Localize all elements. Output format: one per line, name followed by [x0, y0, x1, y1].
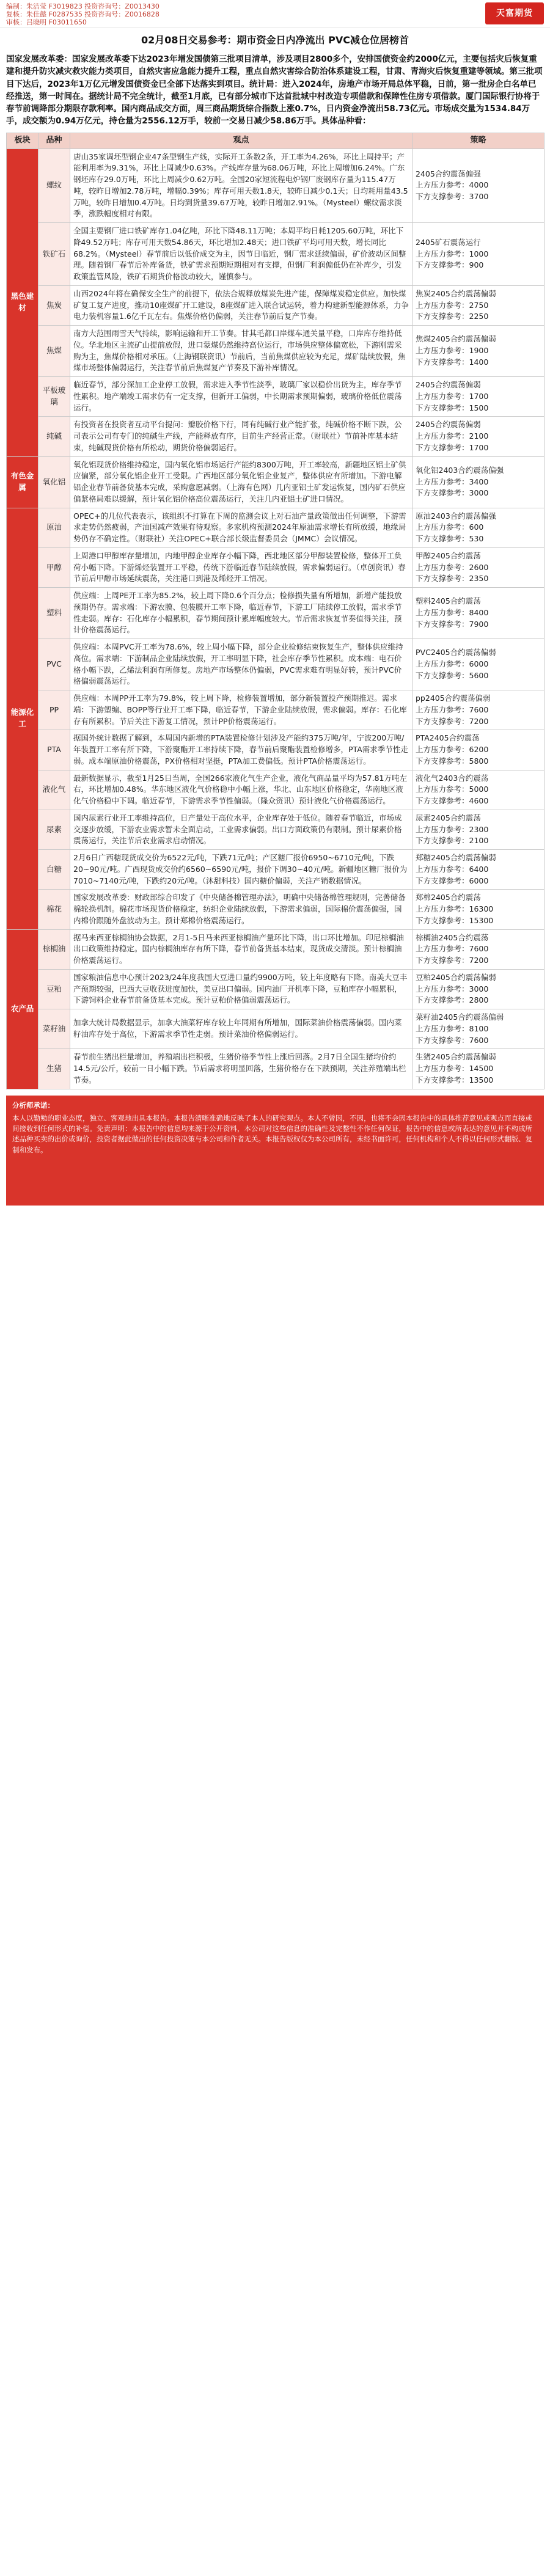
footer-title: 分析师承诺：: [12, 1100, 54, 1110]
table-row: [7, 969, 544, 1009]
view-cell: 国家发展改革委：财政部综合印发了《中央储备棉管理办法》，明确中央储备棉管理规则，完善储备棉轮换机制。棉花市场现货价格稳定，纺织企业陆续放假，下游需求偏弱，国际棉价震荡偏强，国内棉价跟随外盘波动为主。预计郑棉价格震荡运行。: [70, 890, 413, 929]
disclaimer-footer: [6, 1096, 544, 1206]
view-cell: 山西2024年将在确保安全生产的前提下，依法合规释放煤炭先进产能，保障煤炭稳定供应。加快煤矿复工复产进度，推动10座煤矿开工建设，8座煤矿进入联合试运转，着力构建新型能源体系，力争电力装机容量1.6亿千瓦左右。焦煤价格仍偏弱，关注春节前后复产节奏。: [70, 285, 413, 325]
variety-cell: 尿素: [38, 810, 70, 849]
view-cell: 氧化铝现货价格维持稳定，国内氧化铝市场运行产能约8300万吨，开工率较高，新疆地区铝土矿供应偏紧，部分氧化铝企业开工受限。广西地区部分氧化铝企业复产，整体供应有所增加。下游电解铝企业春节前备货基本完成，采购意愿减弱。（上海有色网）几内亚铝土矿发运恢复，国内矿石供应偏紧格局难以缓解，预计氧化铝价格高位震荡运行，关注几内亚铝土矿进口情况。: [70, 456, 413, 508]
table-body: [7, 148, 544, 1089]
view-cell: 据马来西亚棕榈油协会数据，2月1-5日马来西亚棕榈油产量环比下降，出口环比增加。印尼棕榈油出口政策维持稳定。国内棕榈油库存有所下降，春节前备货基本结束，现货成交清淡。预计棕榈油价格震荡运行。: [70, 929, 413, 969]
table-row: [7, 148, 544, 223]
strategy-cell: 塑料2405合约震荡 上方压力参考：8400 下方支撑参考：7900: [413, 588, 544, 639]
variety-cell: 生猪: [38, 1049, 70, 1089]
strategy-cell: 2405合约震荡偏弱 上方压力参考：1700 下方支撑参考：1500: [413, 377, 544, 417]
view-cell: 加拿大统计局数据显示，加拿大油菜籽库存较上年同期有所增加，国际菜油价格震荡偏弱。国内菜籽油库存处于高位，下游需求季节性走弱。预计菜油价格偏弱运行。: [70, 1009, 413, 1049]
variety-cell: 焦煤: [38, 326, 70, 377]
strategy-cell: 郑棉2405合约震荡 上方压力参考：16300 下方支撑参考：15300: [413, 890, 544, 929]
meta-line-reviewer: 复核：朱佳懿 F0287535 投资咨询号：Z0016828: [6, 10, 160, 18]
strategy-cell: 原油2403合约震荡偏强 上方压力参考：600 下方支撑参考：530: [413, 508, 544, 547]
view-cell: 临近春节，部分深加工企业停工放假，需求进入季节性淡季，玻璃厂家以稳价出货为主，库存季节性累积。地产端竣工需求仍有一定支撑，但新开工偏弱，中长期需求预期偏弱，玻璃价格低位震荡运行。: [70, 377, 413, 417]
table-row: [7, 639, 544, 690]
sector-cell: 农产品: [7, 929, 38, 1089]
header-variety: 品种: [38, 133, 70, 148]
table-row: [7, 547, 544, 587]
variety-cell: 液化气: [38, 770, 70, 810]
variety-cell: PVC: [38, 639, 70, 690]
meta-line-auditor: 审核：吕晓明 F03011650: [6, 18, 87, 26]
meta-line-compiler: 编制：朱洁莹 F3019823 投资咨询号：Z0013430: [6, 2, 160, 10]
variety-cell: 焦炭: [38, 285, 70, 325]
table-header-row: [7, 133, 544, 148]
sector-cell: 有色金属: [7, 456, 38, 508]
variety-cell: 原油: [38, 508, 70, 547]
table-row: [7, 929, 544, 969]
header-view: 观点: [70, 133, 413, 148]
report-title: 02月08日交易参考：期市资金日内净流出 PVC减仓位居榜首: [141, 34, 409, 46]
strategy-cell: 郑糖2405合约震荡偏弱 上方压力参考：6400 下方支撑参考：6000: [413, 850, 544, 890]
table-row: [7, 810, 544, 849]
table-row: [7, 456, 544, 508]
strategy-cell: 生猪2405合约震荡偏弱 上方压力参考：14500 下方支撑参考：13500: [413, 1049, 544, 1089]
view-cell: 国家粮油信息中心预计2023/24年度我国大豆进口量约9900万吨，较上年度略有下降。南美大豆丰产预期较强，巴西大豆收获进度加快，美豆出口偏弱。国内油厂开机率下降，豆粕库存小幅累积，下游饲料企业春节前备货基本完成。预计豆粕价格偏弱震荡运行。: [70, 969, 413, 1009]
table-row: [7, 1049, 544, 1089]
table-row: [7, 730, 544, 770]
table-row: [7, 1009, 544, 1049]
strategy-cell: pp2405合约震荡偏弱 上方压力参考：7600 下方支撑参考：7200: [413, 690, 544, 730]
strategy-cell: PTA2405合约震荡 上方压力参考：6200 下方支撑参考：5800: [413, 730, 544, 770]
sector-cell: 黑色建材: [7, 148, 38, 456]
table-row: [7, 850, 544, 890]
intro-paragraph: 国家发展改革委：国家发展改革委下达2023年增发国债第三批项目清单，涉及项目2800多个，安排国债资金约2000亿元，主要包括灾后恢复重建和提升防灾减灾救灾能力类项目，自然灾害应急能力提升工程，重点自然灾害综合防治体系建设工程，甘肃、青海灾后恢复重建等领域。第三批项目下达后，2023年1万亿元增发国债资金已全部下达落实到项目。统计局：进入2024年，房地产市场开局总体平稳，日前，第一批房企白名单已经推送，第一时间在。据统计局不完全统计，截至1月底，已有部分城市下达首批城中村改造专项借款和保障性住房专项借款。厦门国际银行协将于春节前调降部分期限存款利率。国内商品成交方面，周三商品期货综合指数上涨0.7%，日内资金净流出58.73亿元。市场成交量为1534.84万手，成交额为0.94万亿元，持仓量为2556.12万手，较前一交易日减少58.86万手。具体品种看：: [6, 54, 543, 126]
author-meta: [6, 2, 160, 26]
trading-reference-table: [6, 133, 544, 1089]
table-row: [7, 223, 544, 286]
variety-cell: 甲醇: [38, 547, 70, 587]
table-row: [7, 417, 544, 456]
variety-cell: 铁矿石: [38, 223, 70, 286]
strategy-cell: 棕榈油2405合约震荡 上方压力参考：7600 下方支撑参考：7200: [413, 929, 544, 969]
variety-cell: 白糖: [38, 850, 70, 890]
table-row: [7, 890, 544, 929]
view-cell: 有投资者在投资者互动平台提问：瓣胶价格下行，同有纯碱行业产能扩张，纯碱价格不断下跌，公司表示公司有专门的纯碱生产线，产能释放有序，目前生产经营正常。（财联社）节前补库基本结束，纯碱现货价格有所松动，期货价格偏弱运行。: [70, 417, 413, 456]
report-header: [0, 0, 550, 28]
header-sector: 板块: [7, 133, 38, 148]
variety-cell: 菜籽油: [38, 1009, 70, 1049]
strategy-cell: 2405合约震荡偏弱 上方压力参考：2100 下方支撑参考：1700: [413, 417, 544, 456]
variety-cell: 氧化铝: [38, 456, 70, 508]
header-strategy: 策略: [413, 133, 544, 148]
view-cell: 据国外统计数据了解到，本周国内新增的PTA装置检修计划涉及产能约375万吨/年，宁波200万吨/年装置开工率有所下降，下游聚酯开工率持续下降，春节前后聚酯装置检修增多，PTA需求季节性走弱。成本端原油价格震荡，PX价格相对坚挺，PTA加工费偏低。预计PTA价格震荡运行。: [70, 730, 413, 770]
strategy-cell: 豆粕2405合约震荡偏弱 上方压力参考：3000 下方支撑参考：2800: [413, 969, 544, 1009]
view-cell: 春节前生猪出栏量增加，养殖端出栏积极，生猪价格季节性上涨后回落。2月7日全国生猪均价约14.5元/公斤，较前一日小幅下跌。节后需求将明显回落，生猪价格存在下跌预期，关注养殖端出栏节奏。: [70, 1049, 413, 1089]
view-cell: 供应端：本周PVC开工率为78.6%，较上周小幅下降，部分企业检修结束恢复生产，整体供应维持高位。需求端：下游制品企业陆续放假，开工率明显下降，社会库存季节性累积。成本端：电石价格小幅下跌，乙烯法利润有所修复。房地产市场整体仍偏弱，PVC需求难有明显好转，预计PVC价格偏弱震荡运行。: [70, 639, 413, 690]
view-cell: 国内尿素行业开工率维持高位，日产量处于高位水平，企业库存处于低位。随着春节临近，市场成交逐步放缓，下游农业需求暂未全面启动，工业需求偏弱。出口方面政策仍有限制。预计尿素价格震荡运行，关注节后农业需求启动情况。: [70, 810, 413, 849]
strategy-cell: PVC2405合约震荡偏弱 上方压力参考：6000 下方支撑参考：5600: [413, 639, 544, 690]
sector-cell: 能源化工: [7, 508, 38, 929]
view-cell: 上周港口甲醇库存量增加，内地甲醇企业库存小幅下降，西北地区部分甲醇装置检修，整体开工负荷小幅下降。下游烯烃装置开工平稳，传统下游临近春节陆续放假，需求偏弱运行。（卓创资讯）春节前后甲醇市场延续震荡，关注港口到港及烯烃开工情况。: [70, 547, 413, 587]
view-cell: 2月6日广西糖现货成交价为6522元/吨，下跌71元/吨；产区糖厂报价6950~6710元/吨，下跌20~90元/吨。广西现货成交价约6560~6590元/吨，报价下调30~40元/吨。新疆地区糖厂报价为7010~7140元/吨，下跌约20元/吨。（沐甜科技）国内糖价偏弱，关注产销数据情况。: [70, 850, 413, 890]
footer-text: 本人以勤勉的职业态度，独立、客观地出具本报告。本报告清晰准确地反映了本人的研究观点。本人不曾因，不因，也将不会因本报告中的具体推荐意见或观点而直接或间接收到任何形式的补偿。免责声明：本报告中的信息均来源于公开资料，本公司对这些信息的准确性及完整性不作任何保证，报告中的信息或所表达的意见并不构成所述品种买卖的出价或询价，投资者据此做出的任何投资决策与本公司和作者无关。本报告版权仅为本公司所有，未经书面许可，任何机构和个人不得以任何形式翻版、复制和发布。: [12, 1113, 532, 1154]
strategy-cell: 氧化铝2403合约震荡偏强 上方压力参考：3400 下方支撑参考：3000: [413, 456, 544, 508]
strategy-cell: 甲醇2405合约震荡 上方压力参考：2600 下方支撑参考：2350: [413, 547, 544, 587]
strategy-cell: 焦煤2405合约震荡偏弱 上方压力参考：1900 下方支撑参考：1400: [413, 326, 544, 377]
variety-cell: 纯碱: [38, 417, 70, 456]
view-cell: 唐山35家调坯型钢企业47条型钢生产线，实际开工条数2条，开工率为4.26%，环比上周持平；产能利用率为9.31%，环比上周减少0.63%。产线库存量为68.06万吨，环比上周增加6.24%。广东钢坯库存29.0万吨，环比上周减少0.62万吨。全国20家短流程电炉钢厂废钢库存量为115.47万吨，较昨日增加2.78万吨，增幅0.39%；库存可用天数1.8天，较昨日减少0.1天；日均耗用量43.5万吨，较昨日增加0.4万吨。日均到货量39.67万吨，较昨日增加2.91%。（Mysteel）螺纹需求淡季，涨跌幅度相对有限。: [70, 148, 413, 223]
view-cell: 供应端：上周PE开工率为85.2%，较上周下降0.6个百分点；检修损失量有所增加，新增产能投放预期仍存。需求端：下游农膜、包装膜开工率下降，临近春节，下游工厂陆续停工放假，需求季节性走弱。库存：石化库存小幅累积，春节期间预计累库幅度较大。节后需求恢复节奏值得关注，预计价格震荡运行。: [70, 588, 413, 639]
company-logo: 天富期货: [485, 2, 544, 24]
table-row: [7, 588, 544, 639]
table-row: [7, 377, 544, 417]
strategy-cell: 菜籽油2405合约震荡偏弱 上方压力参考：8100 下方支撑参考：7600: [413, 1009, 544, 1049]
strategy-cell: 2405矿石震荡运行 上方压力参考：1000 下方支撑参考：900: [413, 223, 544, 286]
view-cell: 全国主要钢厂进口铁矿库存1.04亿吨，环比下降48.11万吨；本周平均日耗1205.60万吨，环比下降49.52万吨；库存可用天数54.86天，环比增加2.48天；进口铁矿平均可用天数，增长同比68.2%。（Mysteel）春节前后以低价成交为主，因节日临近，钢厂需求延续偏弱，矿价波动区间整理。随着钢厂春节后补库备货，铁矿需求预期短期相对有支撑，但钢厂利润偏低仍在补库少，引发政策监管风险，铁矿石期货价格波动较大，谨慎参与。: [70, 223, 413, 286]
view-cell: OPEC+的几位代表表示，该组织不打算在下周的监测会议上对石油产量政策做出任何调整，下游需求走势仍然疲弱，产油国减产效果有待观察。多家机构预测2024年原油需求增长有所放缓，地缘局势仍存不确定性。（财联社）关注OPEC+联合部长级监督委员会（JMMC）会议情况。: [70, 508, 413, 547]
variety-cell: 螺纹: [38, 148, 70, 223]
variety-cell: 塑料: [38, 588, 70, 639]
strategy-cell: 液化气2403合约震荡 上方压力参考：5000 下方支撑参考：4600: [413, 770, 544, 810]
variety-cell: 豆粕: [38, 969, 70, 1009]
strategy-cell: 焦炭2405合约震荡偏弱 上方压力参考：2750 下方支撑参考：2250: [413, 285, 544, 325]
strategy-cell: 尿素2405合约震荡 上方压力参考：2300 下方支撑参考：2100: [413, 810, 544, 849]
table-row: [7, 326, 544, 377]
view-cell: 南方大范围雨雪天气持续，影响运输和开工节奏。甘其毛都口岸煤车通关量平稳，口岸库存维持低位。华北地区主流矿山提前放假，进口蒙煤仍然维持高位运行，市场供应整体偏宽松，下游刚需采购为主，焦煤价格相对承压。（上海钢联资讯）节前后，当前焦煤供应较为充足，煤矿陆续放假，焦煤市场整体偏弱运行，关注春节前后焦煤复产节奏及下游补库情况。: [70, 326, 413, 377]
view-cell: 供应端：本周PP开工率为79.8%，较上周下降，检修装置增加，部分新装置投产预期推迟。需求端：下游塑编、BOPP等行业开工率下降，临近春节，下游企业陆续放假，需求偏弱。库存：石化库存有所累积。节后关注下游复工情况，预计PP价格震荡运行。: [70, 690, 413, 730]
view-cell: 最新数据显示，截至1月25日当周，全国266家液化气生产企业，液化气商品量平均为57.81万吨左右，环比增加0.48%。华东地区液化气价格稳中小幅上涨，华北、山东地区价格稳定，华南地区液化气价格稳中下调。临近春节，下游需求季节性偏弱。（隆众资讯）预计液化气价格震荡运行。: [70, 770, 413, 810]
variety-cell: 棕榈油: [38, 929, 70, 969]
table-row: [7, 508, 544, 547]
table-row: [7, 285, 544, 325]
variety-cell: PP: [38, 690, 70, 730]
strategy-cell: 2405合约震荡偏强 上方压力参考：4000 下方支撑参考：3700: [413, 148, 544, 223]
variety-cell: 平板玻璃: [38, 377, 70, 417]
variety-cell: 棉花: [38, 890, 70, 929]
table-row: [7, 770, 544, 810]
variety-cell: PTA: [38, 730, 70, 770]
table-row: [7, 690, 544, 730]
